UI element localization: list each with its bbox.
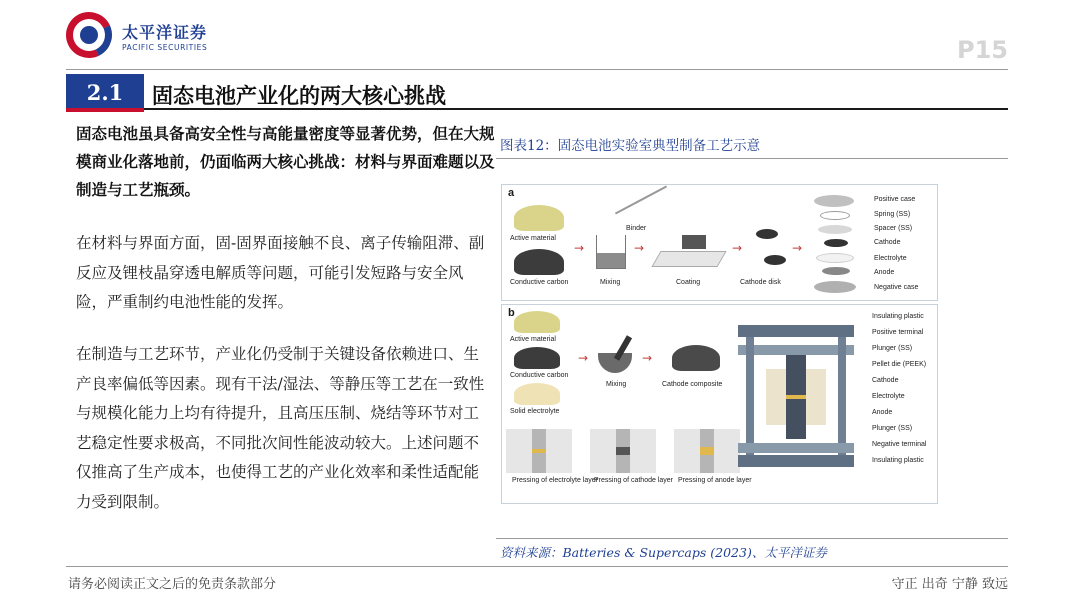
active-material-pile-icon bbox=[514, 311, 560, 333]
materials-paragraph: 在材料与界面方面，固-固界面接触不良、离子传输阻滞、副反应及锂枝晶穿透电解质等问题，可能引发短路与安全风险，严重制约电池性能的发挥。 bbox=[76, 234, 485, 311]
fabrication-process-figure bbox=[501, 184, 938, 504]
press-part-label: Negative terminal bbox=[872, 441, 927, 448]
press-part-label: Electrolyte bbox=[872, 393, 905, 400]
section-number: 2.1 bbox=[66, 74, 144, 112]
stack-label: Cathode bbox=[874, 239, 901, 246]
coating-sheet-icon bbox=[651, 251, 726, 267]
active-material-pile-icon bbox=[514, 205, 564, 231]
footer-disclaimer: 请务必阅读正文之后的免责条款部分 bbox=[68, 577, 277, 592]
press-cell-diagram bbox=[738, 325, 854, 475]
cathode-disk-icon bbox=[764, 255, 786, 265]
stack-label: Electrolyte bbox=[874, 255, 907, 262]
pressing-photo bbox=[674, 429, 740, 473]
conductive-carbon-pile-icon bbox=[514, 249, 564, 275]
binder-label: Binder bbox=[626, 225, 647, 232]
arrow-icon: → bbox=[634, 241, 645, 255]
conductive-carbon-pile-icon bbox=[514, 347, 560, 369]
press-part-label: Cathode bbox=[872, 377, 899, 384]
footer-motto: 守正 出奇 宁静 致远 bbox=[891, 577, 1008, 592]
section-title: 固态电池产业化的两大核心挑战 bbox=[152, 83, 446, 108]
arrow-icon: → bbox=[574, 241, 585, 255]
section-divider bbox=[144, 108, 1008, 110]
pacific-securities-logo bbox=[66, 10, 216, 68]
press-part-label: Plunger (SS) bbox=[872, 345, 913, 352]
cathode-disk-icon bbox=[756, 229, 778, 239]
stack-label: Negative case bbox=[874, 284, 919, 291]
arrow-icon: → bbox=[792, 241, 803, 255]
panel-b bbox=[501, 304, 938, 504]
figure-title: 图表12：固态电池实验室典型制备工艺示意 bbox=[500, 138, 761, 154]
pressing-label: Pressing of electrolyte layer bbox=[512, 477, 598, 484]
active-material-label: Active material bbox=[510, 336, 556, 343]
cathode-disk-label: Cathode disk bbox=[740, 279, 781, 286]
cathode-composite-pile-icon bbox=[672, 345, 720, 371]
pressing-photo bbox=[590, 429, 656, 473]
footer-divider bbox=[66, 566, 1008, 567]
mixing-label: Mixing bbox=[606, 381, 627, 388]
header-divider bbox=[66, 69, 1008, 70]
coating-blade-icon bbox=[682, 235, 706, 249]
conductive-carbon-label: Conductive carbon bbox=[510, 372, 569, 379]
figure-source: 资料来源：Batteries & Supercaps (2023)、太平洋证券 bbox=[500, 545, 827, 560]
arrow-icon: → bbox=[732, 241, 743, 255]
cathode-composite-label: Cathode composite bbox=[662, 381, 723, 388]
panel-b-label: b bbox=[508, 307, 515, 319]
stack-label: Anode bbox=[874, 269, 895, 276]
pressing-label: Pressing of anode layer bbox=[678, 477, 752, 484]
source-divider bbox=[496, 538, 1008, 539]
stack-label: Spacer (SS) bbox=[874, 225, 913, 232]
lead-paragraph: 固态电池虽具备高安全性与高能量密度等显著优势，但在大规模商业化落地前，仍面临两大核心挑战：材料与界面难题以及制造与工艺瓶颈。 bbox=[76, 124, 495, 199]
press-part-label: Insulating plastic bbox=[872, 457, 924, 464]
figure-title-divider bbox=[496, 158, 1008, 159]
panel-a bbox=[501, 184, 938, 301]
stack-label: Spring (SS) bbox=[874, 211, 911, 218]
press-part-label: Anode bbox=[872, 409, 893, 416]
press-part-label: Pellet die (PEEK) bbox=[872, 361, 927, 368]
mixing-label: Mixing bbox=[600, 279, 621, 286]
active-material-label: Active material bbox=[510, 235, 556, 242]
press-part-label: Positive terminal bbox=[872, 329, 924, 336]
logo-chinese-name: 太平洋证券 bbox=[122, 23, 208, 42]
conductive-carbon-label: Conductive carbon bbox=[510, 279, 569, 286]
arrow-icon: → bbox=[578, 351, 589, 365]
panel-a-label: a bbox=[508, 187, 515, 199]
pressing-label: Pressing of cathode layer bbox=[594, 477, 673, 484]
press-part-label: Plunger (SS) bbox=[872, 425, 913, 432]
solid-electrolyte-label: Solid electrolyte bbox=[510, 408, 560, 415]
coin-cell-part-icon bbox=[814, 195, 854, 207]
manufacturing-paragraph: 在制造与工艺环节，产业化仍受制于关键设备依赖进口、生产良率偏低等因素。现有干法/湿法、等静压等工艺在一致性与规模化能力上均有待提升，且高压压制、烧结等环节对工艺稳定性要求极高，不同批次间性能波动较大。上述问题不仅推高了生产成本，也使得工艺的产业化效率和柔性适配能力受到限制。 bbox=[76, 345, 485, 511]
arrow-icon: → bbox=[642, 351, 653, 365]
solid-electrolyte-pile-icon bbox=[514, 383, 560, 405]
press-part-label: Insulating plastic bbox=[872, 313, 924, 320]
logo-english-name: PACIFIC SECURITIES bbox=[122, 43, 208, 52]
pressing-photo bbox=[506, 429, 572, 473]
stack-label: Positive case bbox=[874, 196, 916, 203]
beaker-icon bbox=[596, 235, 626, 269]
coating-label: Coating bbox=[676, 279, 701, 286]
page-number: P15 bbox=[957, 36, 1008, 64]
pipette-icon bbox=[615, 186, 667, 215]
